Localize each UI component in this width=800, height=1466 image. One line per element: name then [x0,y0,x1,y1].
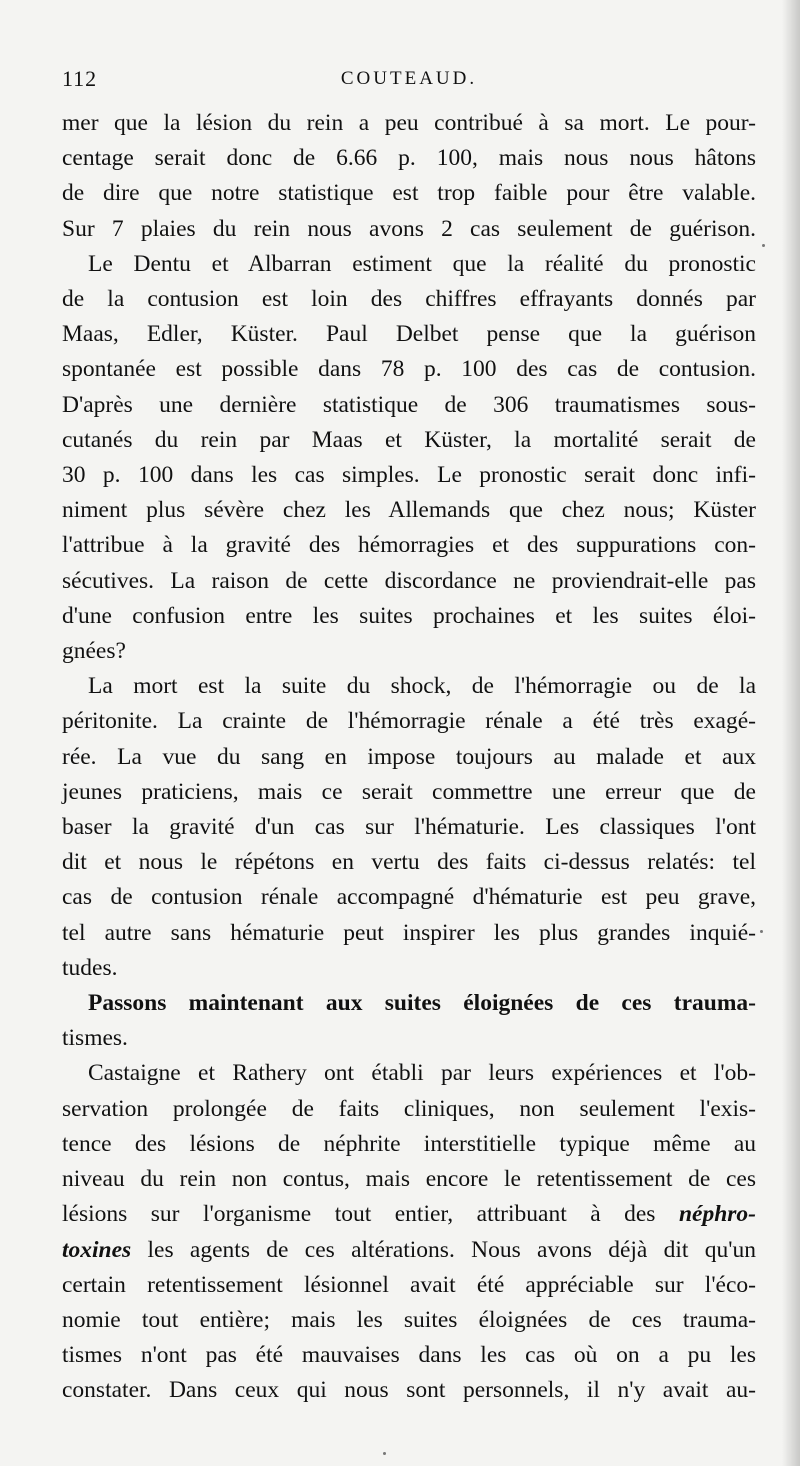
text-line: 30 p. 100 dans les cas simples. Le pronostic serait donc infi- [62,462,756,489]
text-line: tudes. [62,954,118,981]
text-line: tel autre sans hématurie peut inspirer les plus grandes inquié- [62,919,756,946]
text-line: D'après une dernière statistique de 306 traumatismes sous- [62,391,756,418]
paper-speck [762,244,765,247]
body-text [62,106,756,1409]
text-line: d'une confusion entre les suites prochaines et les suites éloi- [62,602,756,629]
text-line: jeunes praticiens, mais ce serait commettre une erreur que de [62,778,756,805]
text-line: spontanée est possible dans 78 p. 100 des cas de contusion. [62,356,756,383]
text-line: niveau du rein non contus, mais encore le retentissement de ces [62,1166,756,1193]
running-head [62,62,756,102]
text-line: constater. Dans ceux qui nous sont personnels, il n'y avait au- [62,1377,756,1404]
text-line: baser la gravité d'un cas sur l'hématurie. Les classiques l'ont [62,814,756,841]
text-run: les agents de ces altérations. Nous avons déjà dit qu'un [131,1236,756,1263]
text-line: niment plus sévère chez les Allemands que chez nous; Küster [62,497,756,524]
text-line: dit et nous le répétons en vertu des faits ci-dessus relatés: tel [62,849,756,876]
text-line: sécutives. La raison de cette discordance ne proviendrait-elle pas [62,567,756,594]
text-line [62,1197,756,1232]
text-line: Le Dentu et Albarran estiment que la réalité du pronostic [88,250,756,277]
text-line: tence des lésions de néphrite interstitielle typique même au [62,1130,756,1157]
text-line: tismes. [62,1025,128,1052]
text-line: Sur 7 plaies du rein nous avons 2 cas seulement de guérison. [62,215,756,242]
italic-term: néphro- [678,1201,756,1228]
page-number: 112 [62,66,98,91]
text-run: lésions sur l'organisme tout entier, attribuant à des [62,1201,679,1228]
italic-term: toxines [62,1236,132,1263]
text-line: péritonite. La crainte de l'hémorragie rénale a été très exagé- [62,708,756,735]
text-line: rée. La vue du sang en impose toujours au malade et aux [62,743,756,770]
text-line: certain retentissement lésionnel avait été appréciable sur l'éco- [62,1271,756,1298]
text-line: cutanés du rein par Maas et Küster, la mortalité serait de [62,426,756,453]
text-line: cas de contusion rénale accompagné d'hématurie est peu grave, [62,884,756,911]
text-line: servation prolongée de faits cliniques, non seulement l'exis- [62,1095,756,1122]
text-line [62,1233,756,1268]
text-line: de la contusion est loin des chiffres effrayants donnés par [62,286,756,313]
text-line: centage serait donc de 6.66 p. 100, mais nous nous hâtons [62,145,756,172]
text-line: Passons maintenant aux suites éloignées de ces trauma- [88,990,756,1017]
paper-speck [383,1452,386,1455]
text-line: nomie tout entière; mais les suites éloignées de ces trauma- [62,1306,756,1333]
text-line: l'attribue à la gravité des hémorragies et des suppurations con- [62,532,756,559]
page-edge-shadow [782,0,800,1466]
text-line: La mort est la suite du shock, de l'hémorragie ou de la [88,673,756,700]
text-line: mer que la lésion du rein a peu contribué à sa mort. Le pour- [62,110,756,136]
text-line: gnées? [62,638,126,665]
text-line: de dire que notre statistique est trop faible pour être valable. [62,180,756,207]
running-title: COUTEAUD. [340,68,478,89]
text-line: Maas, Edler, Küster. Paul Delbet pense que la guérison [62,321,756,348]
text-line: tismes n'ont pas été mauvaises dans les cas où on a pu les [62,1342,756,1369]
text-line: Castaigne et Rathery ont établi par leurs expériences et l'ob- [88,1060,756,1087]
paper-speck [760,930,763,933]
